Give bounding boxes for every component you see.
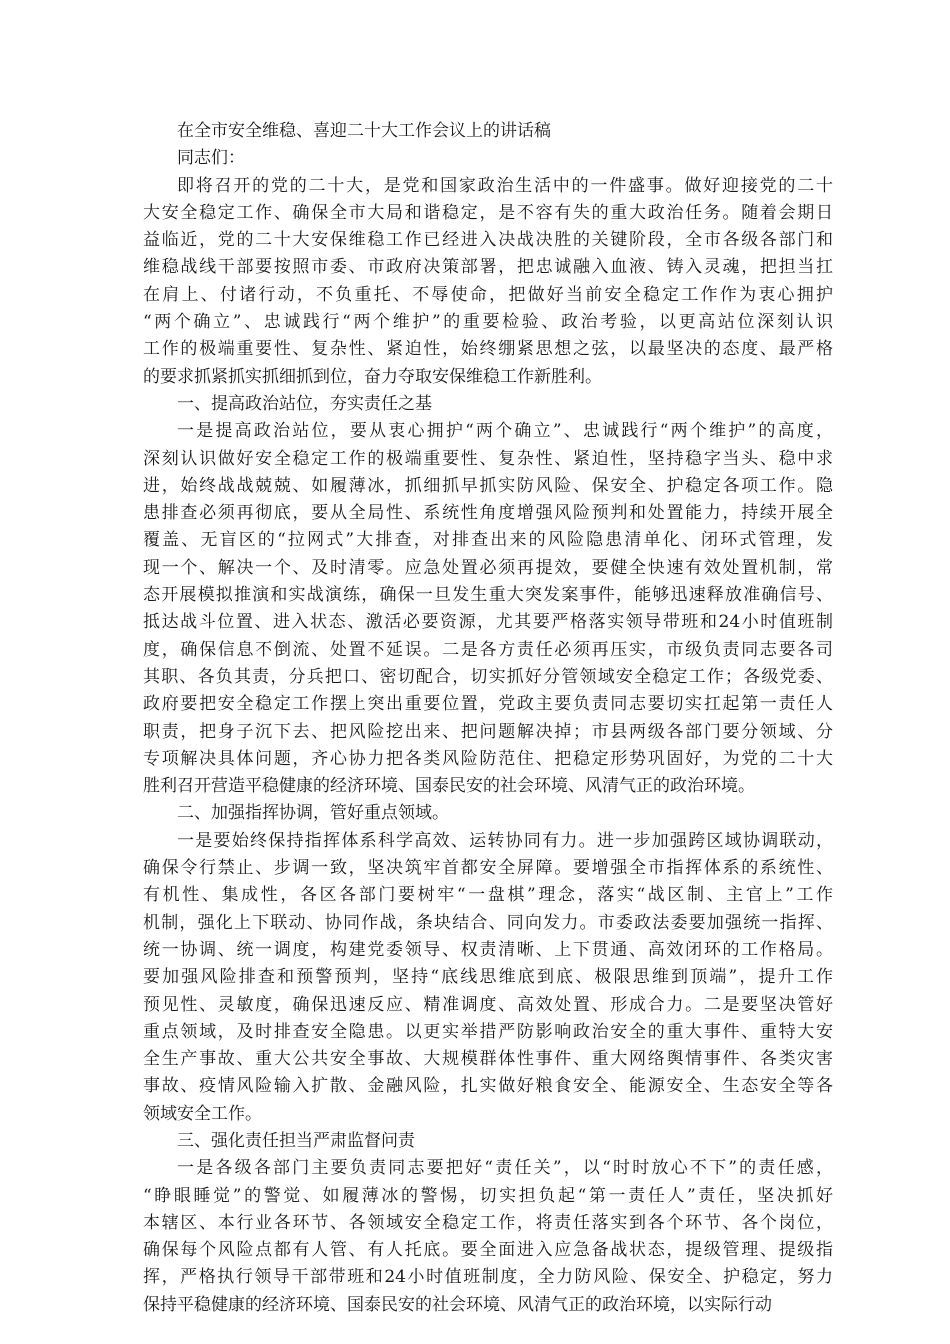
paragraph-line: 全生产事故、重大公共安全事故、大规模群体性事件、重大网络舆情事件、各类灾害: [143, 1049, 833, 1070]
section-heading: 二、加强指挥协调，管好重点领域。: [177, 803, 449, 824]
paragraph-line: 机制，强化上下联动、协同作战，条块结合、同向发力。市委政法委要加强统一指挥、: [143, 912, 833, 933]
paragraph-line: 其职、各负其责，分兵把口、密切配合，切实抓好分管领域安全稳定工作；各级党委、: [143, 666, 833, 687]
paragraph-line: 领域安全工作。: [143, 1103, 262, 1124]
paragraph-line: 的要求抓紧抓实抓细抓到位，奋力夺取安保维稳工作新胜利。: [143, 366, 602, 387]
paragraph-line: “两个确立”、忠诚践行“两个维护”的重要检验、政治考验，以更高站位深刻认识: [143, 312, 833, 333]
paragraph-line: 即将召开的党的二十大，是党和国家政治生活中的一件盛事。做好迎接党的二十: [177, 175, 833, 196]
paragraph-line: 度，确保信息不倒流、处置不延误。二是各方责任必须再压实，市级负责同志要各司: [143, 639, 833, 660]
paragraph-line: 确保每个风险点都有人管、有人托底。要全面进入应急备战状态，提级管理、提级指: [143, 1240, 833, 1261]
paragraph-line: 本辖区、本行业各环节、各领域安全稳定工作，将责任落实到各个环节、各个岗位，: [143, 1212, 833, 1233]
paragraph-line: 预见性、灵敏度，确保迅速反应、精准调度、高效处置、形成合力。二是要坚决管好: [143, 994, 833, 1015]
paragraph-line: 抵达战斗位置、进入状态、激活必要资源，尤其要严格落实领导带班和24小时值班制: [143, 612, 833, 633]
paragraph-line: 政府要把安全稳定工作摆上突出重要位置，党政主要负责同志要切实扛起第一责任人: [143, 694, 833, 715]
paragraph-line: 胜利召开营造平稳健康的经济环境、国泰民安的社会环境、风清气正的政治环境。: [143, 776, 755, 797]
paragraph-line: 要加强风险排查和预警预判，坚持“底线思维底到底、极限思维到顶端”，提升工作: [143, 967, 833, 988]
paragraph-line: 重点领域，及时排查安全隐患。以更实举措严防影响政治安全的重大事件、重特大安: [143, 1021, 833, 1042]
paragraph-line: 事故、疫情风险输入扩散、金融风险，扎实做好粮食安全、能源安全、生态安全等各: [143, 1076, 833, 1097]
paragraph-line: 态开展模拟推演和实战演练，确保一旦发生重大突发案事件，能够迅速释放准确信号、: [143, 585, 833, 606]
paragraph-line: 一是提高政治站位，要从衷心拥护“两个确立”、忠诚践行“两个维护”的高度，: [177, 421, 833, 442]
paragraph-line: 益临近，党的二十大安保维稳工作已经进入决战决胜的关键阶段，全市各级各部门和: [143, 230, 833, 251]
paragraph-line: 一是要始终保持指挥体系科学高效、运转协同有力。进一步加强跨区域协调联动，: [177, 830, 833, 851]
paragraph-line: 维稳战线干部要按照市委、市政府决策部署，把忠诚融入血液、铸入灵魂，把担当扛: [143, 257, 833, 278]
paragraph-line: 统一协调、统一调度，构建党委领导、权责清晰、上下贯通、高效闭环的工作格局。: [143, 939, 833, 960]
paragraph-line: 确保令行禁止、步调一致，坚决筑牢首都安全屏障。要增强全市指挥体系的系统性、: [143, 858, 833, 879]
paragraph-line: 挥，严格执行领导干部带班和24小时值班制度，全力防风险、保安全、护稳定，努力: [143, 1267, 833, 1288]
paragraph-line: “睁眼睡觉”的警觉、如履薄冰的警惕，切实担负起“第一责任人”责任，坚决抓好: [143, 1185, 833, 1206]
document-body: [143, 118, 833, 1319]
section-heading: 三、强化责任担当严肃监督问责: [177, 1130, 415, 1151]
paragraph-line: 进，始终战战兢兢、如履薄冰，抓细抓早抓实防风险、保安全、护稳定各项工作。隐: [143, 475, 833, 496]
paragraph-line: 大安全稳定工作、确保全市大局和谐稳定，是不容有失的重大政治任务。随着会期日: [143, 202, 833, 223]
paragraph-line: 现一个、解决一个、及时清零。应急处置必须再提效，要健全快速有效处置机制，常: [143, 557, 833, 578]
paragraph-line: 工作的极端重要性、复杂性、紧迫性，始终绷紧思想之弦，以最坚决的态度、最严格: [143, 339, 833, 360]
paragraph-line: 有机性、集成性，各区各部门要树牢“一盘棋”理念，落实“战区制、主官上”工作: [143, 885, 833, 906]
paragraph-line: 保持平稳健康的经济环境、国泰民安的社会环境、风清气正的政治环境，以实际行动: [143, 1294, 772, 1315]
paragraph-line: 覆盖、无盲区的“拉网式”大排查，对排查出来的风险隐患清单化、闭环式管理，发: [143, 530, 833, 551]
paragraph-line: 深刻认识做好安全稳定工作的极端重要性、复杂性、紧迫性，坚持稳字当头、稳中求: [143, 448, 833, 469]
section-heading: 一、提高政治站位，夯实责任之基: [177, 393, 432, 414]
paragraph-line: 患排查必须再彻底，要从全局性、系统性角度增强风险预判和处置能力，持续开展全: [143, 503, 833, 524]
paragraph-line: 职责，把身子沉下去、把风险挖出来、把问题解决掉；市县两级各部门要分领域、分: [143, 721, 833, 742]
salutation: 同志们：: [177, 148, 245, 169]
document-title: 在全市安全维稳、喜迎二十大工作会议上的讲话稿: [177, 121, 551, 141]
paragraph-line: 在肩上、付诸行动，不负重托、不辱使命，把做好当前安全稳定工作作为衷心拥护: [143, 284, 833, 305]
paragraph-line: 一是各级各部门主要负责同志要把好“责任关”，以“时时放心不下”的责任感，: [177, 1158, 833, 1179]
paragraph-line: 专项解决具体问题，齐心协力把各类风险防范住、把稳定形势巩固好，为党的二十大: [143, 748, 833, 769]
